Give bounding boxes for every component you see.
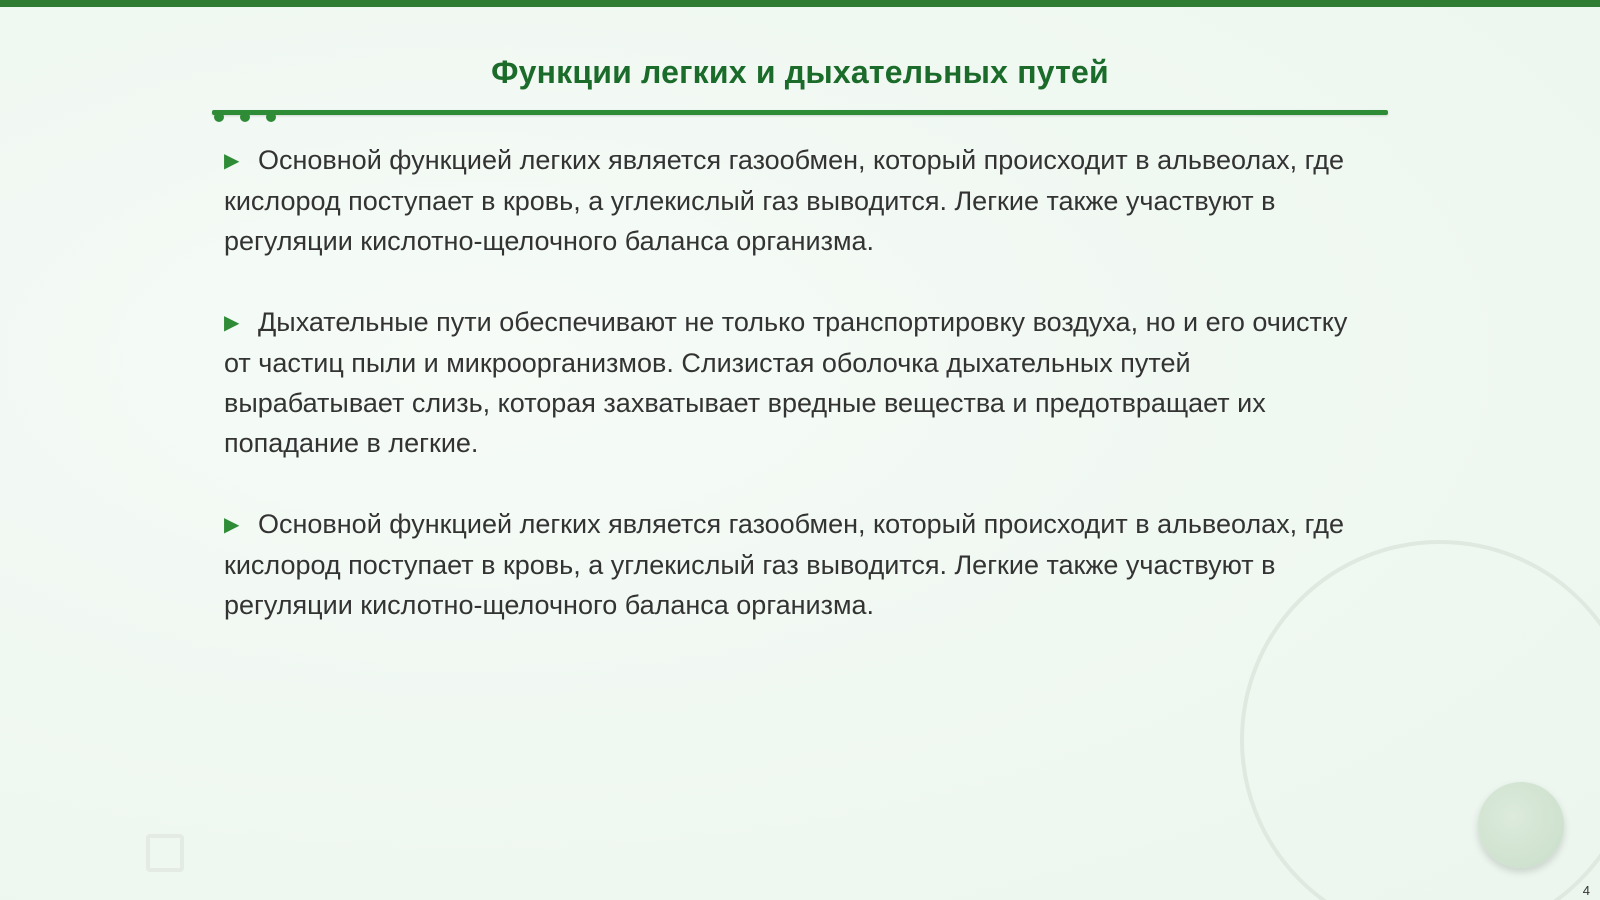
bullet-text: Дыхательные пути обеспечивают не только транспортировку воздуха, но и его очистку от частиц пыли и микроорганизмов. Слизистая оболочка дыхательных путей вырабатывает слизь, которая захватывает вредные вещества и предотвращает их попадание в легкие. bbox=[224, 307, 1348, 458]
decorative-circle bbox=[1478, 782, 1564, 868]
bullet-text: Основной функцией легких является газообмен, который происходит в альвеолах, где кислород поступает в кровь, а углекислый газ выводится. Легкие также участвуют в регуляции кислотно-щелочного баланса организма. bbox=[224, 509, 1345, 620]
triangle-bullet-icon: ▶ bbox=[224, 150, 240, 172]
bullet-list bbox=[224, 140, 1374, 666]
decorative-dot bbox=[214, 112, 224, 122]
bullet-item bbox=[224, 504, 1374, 625]
page-number: 4 bbox=[1582, 883, 1590, 898]
decorative-dot bbox=[240, 112, 250, 122]
bullet-item bbox=[224, 140, 1374, 261]
top-accent-bar bbox=[0, 0, 1600, 7]
bullet-item bbox=[224, 302, 1374, 463]
triangle-bullet-icon: ▶ bbox=[224, 312, 240, 334]
slide-title: Функции легких и дыхательных путей bbox=[491, 54, 1109, 90]
decorative-dot bbox=[266, 112, 276, 122]
bullet-text: Основной функцией легких является газообмен, который происходит в альвеолах, где кислород поступает в кровь, а углекислый газ выводится. Легкие также участвуют в регуляции кислотно-щелочного баланса организма. bbox=[224, 145, 1345, 256]
decorative-square bbox=[146, 834, 184, 872]
triangle-bullet-icon: ▶ bbox=[224, 514, 240, 536]
title-underline bbox=[212, 110, 1388, 115]
